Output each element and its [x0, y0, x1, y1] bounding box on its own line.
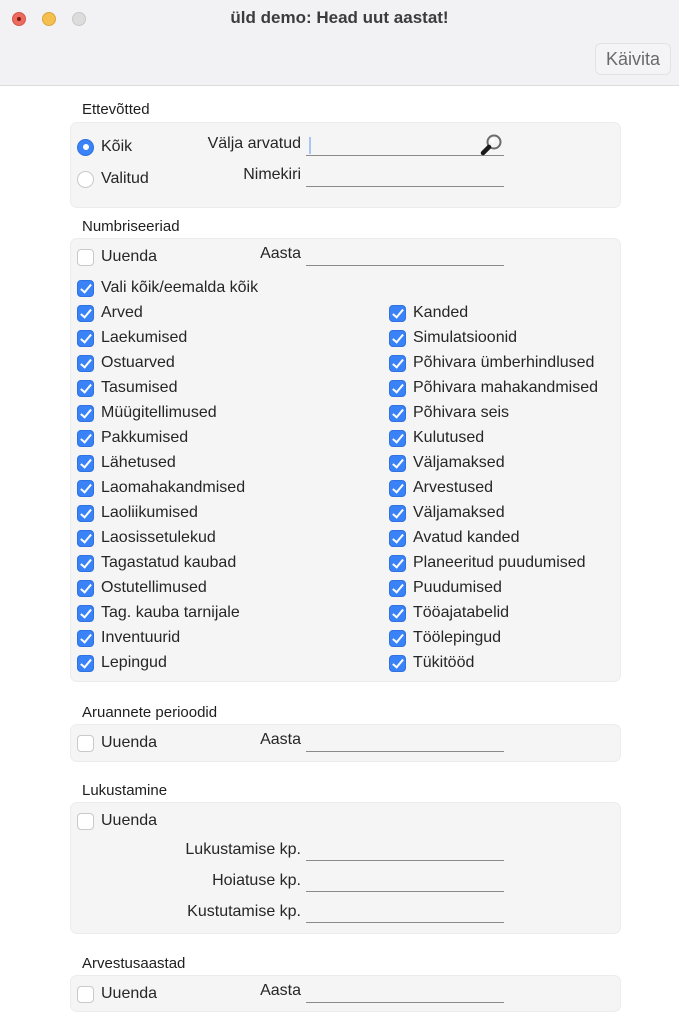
- number-series-checkbox[interactable]: [77, 528, 216, 548]
- checkbox-indicator[interactable]: [389, 405, 406, 422]
- checkbox-label: Puudumised: [413, 579, 502, 596]
- checkbox-indicator[interactable]: [77, 430, 94, 447]
- checkbox-label: Põhivara mahakandmised: [413, 379, 598, 396]
- checkbox-label: Ostutellimused: [101, 579, 207, 596]
- checkbox-indicator[interactable]: [389, 630, 406, 647]
- run-button[interactable]: Käivita: [595, 43, 671, 75]
- checkbox-label: Uuenda: [101, 248, 158, 265]
- companies-group: [70, 122, 621, 208]
- checkbox-label: Laomahakandmised: [101, 479, 246, 496]
- number-series-checkbox[interactable]: [77, 553, 236, 573]
- number-series-checkbox[interactable]: [389, 603, 509, 623]
- excluded-label: Välja arvatud: [207, 135, 301, 152]
- checkbox-label: Tööajatabelid: [413, 604, 510, 621]
- checkbox-indicator[interactable]: [389, 330, 406, 347]
- radio-selected-indicator[interactable]: [77, 171, 94, 188]
- checkbox-indicator[interactable]: [77, 986, 94, 1003]
- checkbox-indicator[interactable]: [77, 305, 94, 322]
- number-series-checkbox[interactable]: [389, 403, 509, 423]
- checkbox-indicator[interactable]: [389, 530, 406, 547]
- checkbox-indicator[interactable]: [77, 249, 94, 266]
- checkbox-label: Laekumised: [101, 329, 188, 346]
- checkbox-label: Väljamaksed: [413, 454, 505, 471]
- checkbox-indicator[interactable]: [389, 655, 406, 672]
- number-series-checkbox[interactable]: [77, 303, 143, 323]
- fiscal-years-renew-checkbox[interactable]: [77, 984, 157, 1004]
- number-series-checkbox[interactable]: [77, 453, 176, 473]
- report-periods-renew-checkbox[interactable]: [77, 733, 157, 753]
- number-series-checkbox[interactable]: [389, 328, 517, 348]
- number-series-checkbox[interactable]: [77, 478, 245, 498]
- window-titlebar: [0, 0, 679, 86]
- checkbox-indicator[interactable]: [77, 405, 94, 422]
- delete-date-label: Kustutamise kp.: [187, 903, 301, 920]
- checkbox-indicator[interactable]: [77, 530, 94, 547]
- number-series-renew-checkbox[interactable]: [77, 247, 157, 267]
- number-series-checkbox[interactable]: [77, 378, 177, 398]
- section-title-locking: Lukustamine: [82, 782, 168, 799]
- fiscal-years-year-label: Aasta: [260, 982, 301, 999]
- checkbox-label: Kanded: [413, 304, 469, 321]
- report-periods-year-label: Aasta: [260, 731, 301, 748]
- checkbox-label: Tükitööd: [413, 654, 475, 671]
- checkbox-label: Uuenda: [101, 985, 158, 1002]
- checkbox-label: Lähetused: [101, 454, 176, 471]
- excluded-input[interactable]: [306, 136, 504, 156]
- checkbox-indicator[interactable]: [77, 580, 94, 597]
- select-all-checkbox[interactable]: [77, 278, 258, 298]
- number-series-checkbox[interactable]: [389, 453, 505, 473]
- number-series-checkbox[interactable]: [77, 603, 240, 623]
- radio-all[interactable]: [77, 137, 132, 157]
- number-series-checkbox[interactable]: [77, 503, 198, 523]
- radio-selected[interactable]: [77, 169, 149, 189]
- checkbox-label: Inventuurid: [101, 629, 181, 646]
- checkbox-label: Põhivara ümberhindlused: [413, 354, 595, 371]
- number-series-checkbox[interactable]: [77, 403, 217, 423]
- checkbox-label: Lepingud: [101, 654, 167, 671]
- number-series-checkbox[interactable]: [77, 353, 175, 373]
- lock-date-label: Lukustamise kp.: [185, 841, 301, 858]
- checkbox-indicator[interactable]: [77, 630, 94, 647]
- checkbox-label: Müügitellimused: [101, 404, 217, 421]
- checkbox-indicator[interactable]: [389, 355, 406, 372]
- checkbox-indicator[interactable]: [389, 305, 406, 322]
- number-series-checkbox[interactable]: [389, 528, 519, 548]
- checkbox-indicator[interactable]: [389, 555, 406, 572]
- window-title: üld demo: Head uut aastat!: [230, 8, 449, 27]
- search-icon[interactable]: [478, 133, 504, 157]
- checkbox-label: Ostuarved: [101, 354, 175, 371]
- checkbox-indicator[interactable]: [77, 330, 94, 347]
- checkbox-label: Planeeritud puudumised: [413, 554, 586, 571]
- number-series-checkbox[interactable]: [389, 428, 484, 448]
- warning-date-label: Hoiatuse kp.: [212, 872, 301, 889]
- checkbox-indicator[interactable]: [389, 430, 406, 447]
- checkbox-label: Kulutused: [413, 429, 485, 446]
- checkbox-label: Tasumised: [101, 379, 178, 396]
- checkbox-label: Tagastatud kaubad: [101, 554, 237, 571]
- checkbox-indicator[interactable]: [77, 605, 94, 622]
- checkbox-indicator[interactable]: [389, 455, 406, 472]
- checkbox-indicator[interactable]: [77, 455, 94, 472]
- number-series-checkbox[interactable]: [77, 578, 207, 598]
- checkbox-label: Avatud kanded: [413, 529, 520, 546]
- report-periods-year-input[interactable]: [306, 732, 504, 752]
- checkbox-label: Pakkumised: [101, 429, 189, 446]
- delete-date-input[interactable]: [306, 903, 504, 923]
- checkbox-indicator[interactable]: [77, 735, 94, 752]
- checkbox-indicator[interactable]: [389, 380, 406, 397]
- checkbox-label: Väljamaksed: [413, 504, 505, 521]
- number-series-checkbox[interactable]: [389, 303, 468, 323]
- section-title-companies: Ettevõtted: [82, 101, 150, 118]
- number-series-checkbox[interactable]: [77, 328, 187, 348]
- number-series-checkbox[interactable]: [389, 628, 501, 648]
- checkbox-indicator[interactable]: [77, 505, 94, 522]
- checkbox-indicator[interactable]: [77, 480, 94, 497]
- checkbox-label: Laosissetulekud: [101, 529, 216, 546]
- checkbox-label: Vali kõik/eemalda kõik: [101, 279, 259, 296]
- lock-date-input[interactable]: [306, 841, 504, 861]
- warning-date-input[interactable]: [306, 872, 504, 892]
- number-series-checkbox[interactable]: [77, 428, 188, 448]
- number-series-checkbox[interactable]: [77, 628, 180, 648]
- fiscal-years-year-input[interactable]: [306, 983, 504, 1003]
- list-label: Nimekiri: [243, 166, 301, 183]
- checkbox-indicator[interactable]: [389, 505, 406, 522]
- checkbox-indicator[interactable]: [77, 355, 94, 372]
- section-title-number-series: Numbriseeriad: [82, 218, 180, 235]
- number-series-checkbox[interactable]: [77, 653, 167, 673]
- number-series-checkbox[interactable]: [389, 503, 505, 523]
- checkbox-label: Tag. kauba tarnijale: [101, 604, 240, 621]
- radio-all-label: Kõik: [101, 138, 133, 155]
- checkbox-indicator[interactable]: [77, 280, 94, 297]
- checkbox-label: Töölepingud: [413, 629, 502, 646]
- checkbox-label: Arvestused: [413, 479, 494, 496]
- number-series-checkbox[interactable]: [389, 478, 493, 498]
- checkbox-indicator[interactable]: [77, 655, 94, 672]
- checkbox-indicator[interactable]: [389, 580, 406, 597]
- number-series-year-label: Aasta: [260, 245, 301, 262]
- locking-renew-checkbox[interactable]: [77, 811, 157, 831]
- radio-selected-label: Valitud: [101, 170, 149, 187]
- number-series-checkbox[interactable]: [389, 653, 474, 673]
- section-title-fiscal-years: Arvestusaastad: [82, 955, 186, 972]
- checkbox-label: Uuenda: [101, 734, 158, 751]
- list-input[interactable]: [306, 167, 504, 187]
- checkbox-indicator[interactable]: [389, 480, 406, 497]
- number-series-checkbox[interactable]: [389, 353, 594, 373]
- text-caret: [309, 137, 311, 154]
- checkbox-indicator[interactable]: [77, 555, 94, 572]
- section-title-report-periods: Aruannete perioodid: [82, 704, 218, 721]
- radio-all-indicator[interactable]: [77, 139, 94, 156]
- checkbox-label: Põhivara seis: [413, 404, 510, 421]
- checkbox-indicator[interactable]: [389, 605, 406, 622]
- checkbox-indicator[interactable]: [77, 813, 94, 830]
- checkbox-label: Simulatsioonid: [413, 329, 518, 346]
- number-series-checkbox[interactable]: [389, 578, 502, 598]
- checkbox-indicator[interactable]: [77, 380, 94, 397]
- number-series-checkbox[interactable]: [389, 553, 586, 573]
- number-series-year-input[interactable]: [306, 246, 504, 266]
- number-series-checkbox[interactable]: [389, 378, 598, 398]
- checkbox-label: Arved: [101, 304, 143, 321]
- checkbox-label: Uuenda: [101, 812, 158, 829]
- checkbox-label: Laoliikumised: [101, 504, 198, 521]
